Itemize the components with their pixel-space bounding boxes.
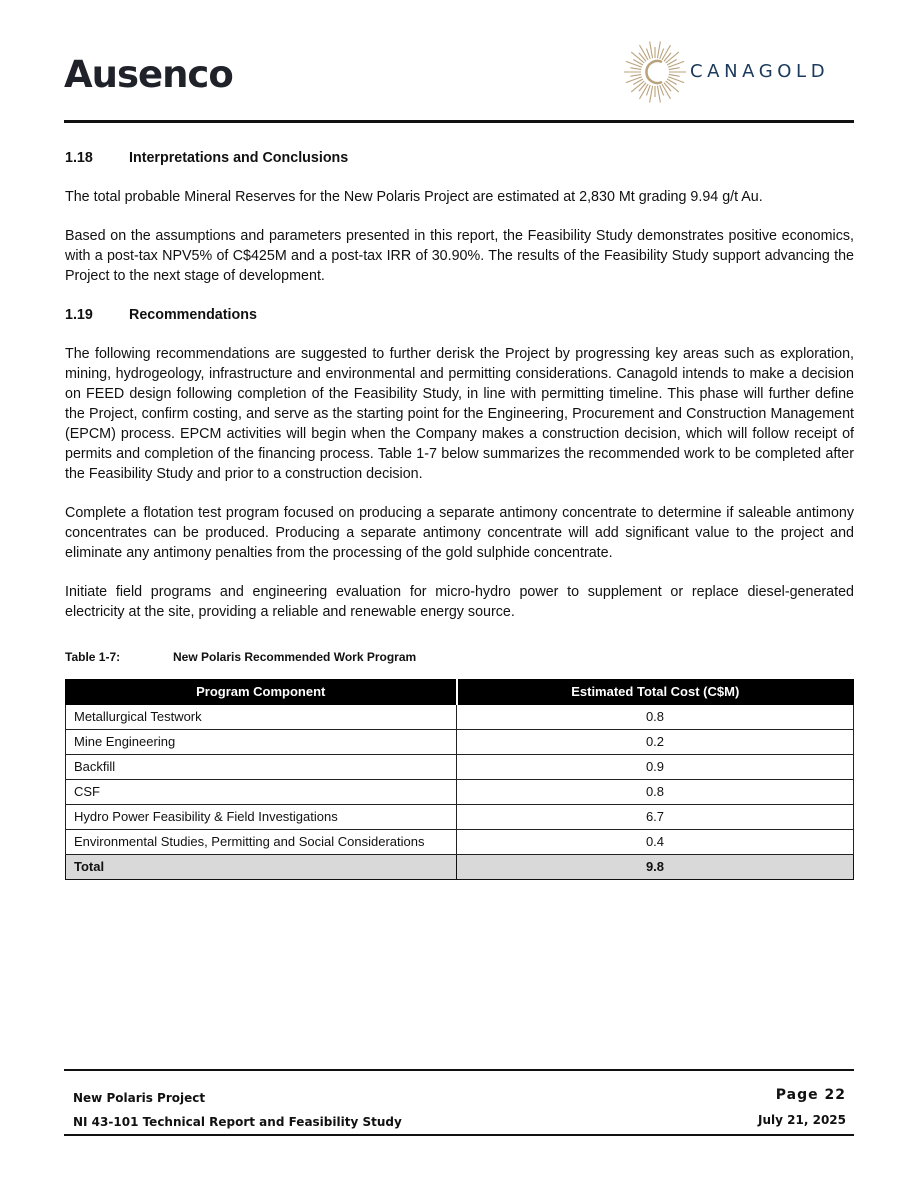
table-cell: Environmental Studies, Permitting and Social Considerations [66,830,457,855]
footer-rule [64,1134,854,1136]
footer-date: July 21, 2025 [758,1113,846,1127]
footer-left [73,1086,402,1134]
table-caption [65,647,854,667]
column-header: Program Component [66,680,457,705]
paragraph: The following recommendations are suggested to further derisk the Project by progressing key areas such as exploration, mining, hydrogeology, infrastructure and environmental and permitting considerations. Canagold intends to make a decision on FEED design following completion of the Feasibility Study, in line with permitting timeline. This phase will further define the Project, confirm costing, and serve as the starting point for the Engineering, Procurement and Construction Management (EPCM) process. EPCM activities will begin when the Company makes a construction decision, which will follow receipt of permits and completion of the financing process. Table 1-7 below summarizes the recommended work to be completed after the Feasibility Study and prior to a construction decision. [65,346,854,482]
table-cell: 0.2 [457,730,854,755]
section-title: Interpretations and Conclusions [129,150,349,166]
table-header-row [66,680,854,705]
paragraph: Based on the assumptions and parameters presented in this report, the Feasibility Study demonstrates positive economics, with a post-tax NPV5% of C$425M and a post-tax IRR of 30.90%. The results of the Feasibility Study support advancing the Project to the next stage of development. [65,228,854,284]
section-number: 1.18 [65,150,93,166]
table-row [66,780,854,805]
column-header: Estimated Total Cost (C$M) [457,680,854,705]
section-heading-1-19 [65,305,854,325]
table-row [66,755,854,780]
table-cell: 0.8 [457,705,854,730]
table-cell: 0.9 [457,755,854,780]
footer-rule [64,1069,854,1071]
section-number: 1.19 [65,307,93,323]
page-header [0,0,918,124]
section-heading-1-18 [65,148,854,168]
table-row [66,805,854,830]
table-cell: CSF [66,780,457,805]
table-caption-title: New Polaris Recommended Work Program [173,650,417,664]
work-program-table [65,679,854,880]
table-total-row [66,855,854,880]
table-cell: 0.8 [457,780,854,805]
table-cell: 6.7 [457,805,854,830]
table-cell: Mine Engineering [66,730,457,755]
footer-right [758,1084,846,1134]
table-row [66,730,854,755]
table-cell: 0.4 [457,830,854,855]
footer-project: New Polaris Project [73,1091,206,1105]
header-rule [64,120,854,123]
table-row [66,705,854,730]
table-cell: Hydro Power Feasibility & Field Investigations [66,805,457,830]
table-caption-number: Table 1-7: [65,650,121,664]
canagold-logo: CANAGOLD [690,61,830,82]
ausenco-logo: Ausenco [64,53,233,96]
footer-report-title: NI 43-101 Technical Report and Feasibility Study [73,1115,402,1129]
main-content [65,148,854,880]
canagold-sun-icon [624,38,686,106]
table-row [66,830,854,855]
table-cell: Total [66,855,457,880]
paragraph: Complete a flotation test program focused on producing a separate antimony concentrate to determine if saleable antimony concentrates can be produced. Producing a separate antimony concentrate will add significant value to the project and eliminate any antimony penalties from the processing of the gold sulphide concentrate. [65,505,854,561]
paragraph: Initiate field programs and engineering evaluation for micro-hydro power to supplement or replace diesel-generated electricity at the site, providing a reliable and renewable energy source. [65,584,854,620]
page-number: Page 22 [775,1087,846,1103]
section-title: Recommendations [129,307,257,323]
table-cell: Metallurgical Testwork [66,705,457,730]
table-cell: 9.8 [457,855,854,880]
table-cell: Backfill [66,755,457,780]
paragraph: The total probable Mineral Reserves for the New Polaris Project are estimated at 2,830 Mt grading 9.94 g/t Au. [65,189,763,205]
